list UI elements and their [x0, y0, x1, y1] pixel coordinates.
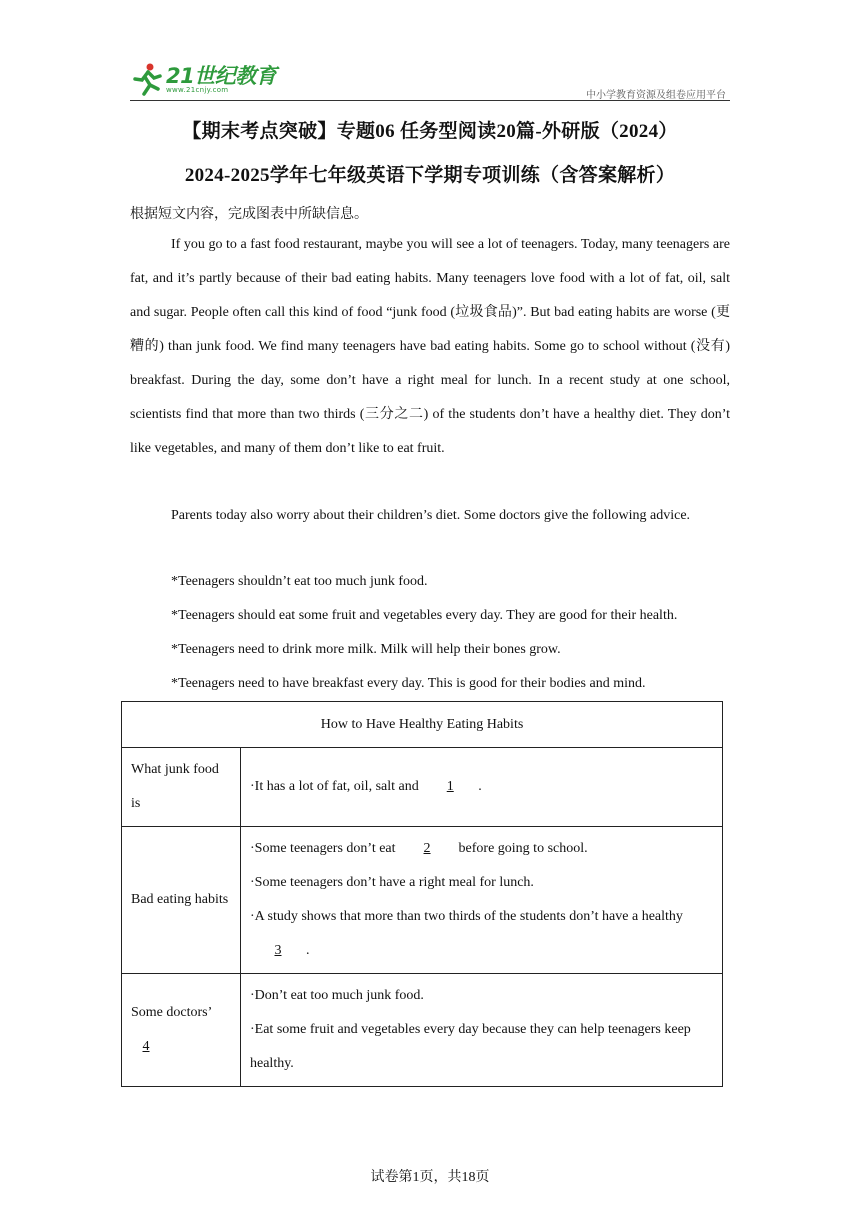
row-content — [241, 748, 723, 827]
line-text: ·Don’t eat too much junk food. — [250, 988, 424, 1003]
table-row — [122, 974, 723, 1087]
instruction: 根据短文内容，完成图表中所缺信息。 — [130, 207, 368, 222]
page-title-line2: 2024-2025学年七年级英语下学期专项训练（含答案解析） — [184, 165, 676, 186]
advice-item: *Teenagers shouldn’t eat too much junk food. — [171, 574, 428, 589]
line-text: ·Some teenagers don’t have a right meal for lunch. — [250, 875, 534, 890]
advice-item: *Teenagers should eat some fruit and vegetables every day. They are good for their health. — [171, 608, 678, 623]
header-divider — [130, 100, 730, 101]
row-label: What junk food is — [122, 748, 241, 827]
line-text: ·Some teenagers don’t eat — [250, 841, 400, 856]
table-title: How to Have Healthy Eating Habits — [122, 702, 723, 748]
row-label: Bad eating habits — [122, 827, 241, 974]
answer-blank-4[interactable]: 4 — [142, 1039, 150, 1054]
row-content — [241, 974, 723, 1087]
line-text: . — [478, 779, 482, 794]
passage-paragraph-1: If you go to a fast food restaurant, maybe you will see a lot of teenagers. Today, many teenagers are fat, and it’s partly because of their bad eating habits. Many teenagers love food with a lot of fat, oil, salt and sugar. People often call this kind of food “junk food (垃圾食品)”. But bad eating habits are worse (更糟的) than junk food. We find many teenagers have bad eating habits. Some go to school without (没有) breakfast. During the day, some don’t have a right meal for lunch. In a recent study at one school, scientists find that more than two thirds (三分之二) of the students don’t have a healthy diet. They don’t like vegetables, and many of them don’t like to eat fruit. — [130, 237, 730, 456]
line-text: ·A study shows that more than two thirds of the students don’t have a healthy — [250, 909, 683, 924]
running-man-icon — [130, 62, 164, 96]
habits-table — [121, 701, 723, 1087]
advice-item: *Teenagers need to have breakfast every day. This is good for their bodies and mind. — [171, 676, 646, 691]
table-row — [122, 827, 723, 974]
answer-blank-2[interactable]: 2 — [423, 841, 431, 856]
page-title-line1: 【期末考点突破】专题06 任务型阅读20篇-外研版（2024） — [182, 121, 678, 142]
answer-blank-3[interactable]: 3 — [274, 943, 282, 958]
logo[interactable] — [130, 62, 276, 96]
line-text: . — [306, 943, 310, 958]
logo-name: 21世纪教育 — [166, 63, 277, 88]
line-text: ·It has a lot of fat, oil, salt and — [250, 779, 423, 794]
answer-blank-1[interactable]: 1 — [446, 779, 454, 794]
table-row — [122, 748, 723, 827]
row-label-text: Some doctors’ — [131, 1005, 212, 1020]
advice-item: *Teenagers need to drink more milk. Milk will help their bones grow. — [171, 642, 561, 657]
line-text: before going to school. — [455, 841, 588, 856]
table-title-row — [122, 702, 723, 748]
platform-label: 中小学教育资源及组卷应用平台 — [586, 90, 726, 101]
logo-url: www.21cnjy.com — [166, 85, 229, 94]
page-header — [130, 62, 730, 102]
passage-paragraph-2: Parents today also worry about their children’s diet. Some doctors give the following advice. — [171, 508, 691, 523]
row-label — [122, 974, 241, 1087]
line-text: ·Eat some fruit and vegetables every day because they can help teenagers keep healthy. — [250, 1022, 691, 1071]
page-footer: 试卷第1页，共18页 — [370, 1170, 490, 1185]
row-content — [241, 827, 723, 974]
